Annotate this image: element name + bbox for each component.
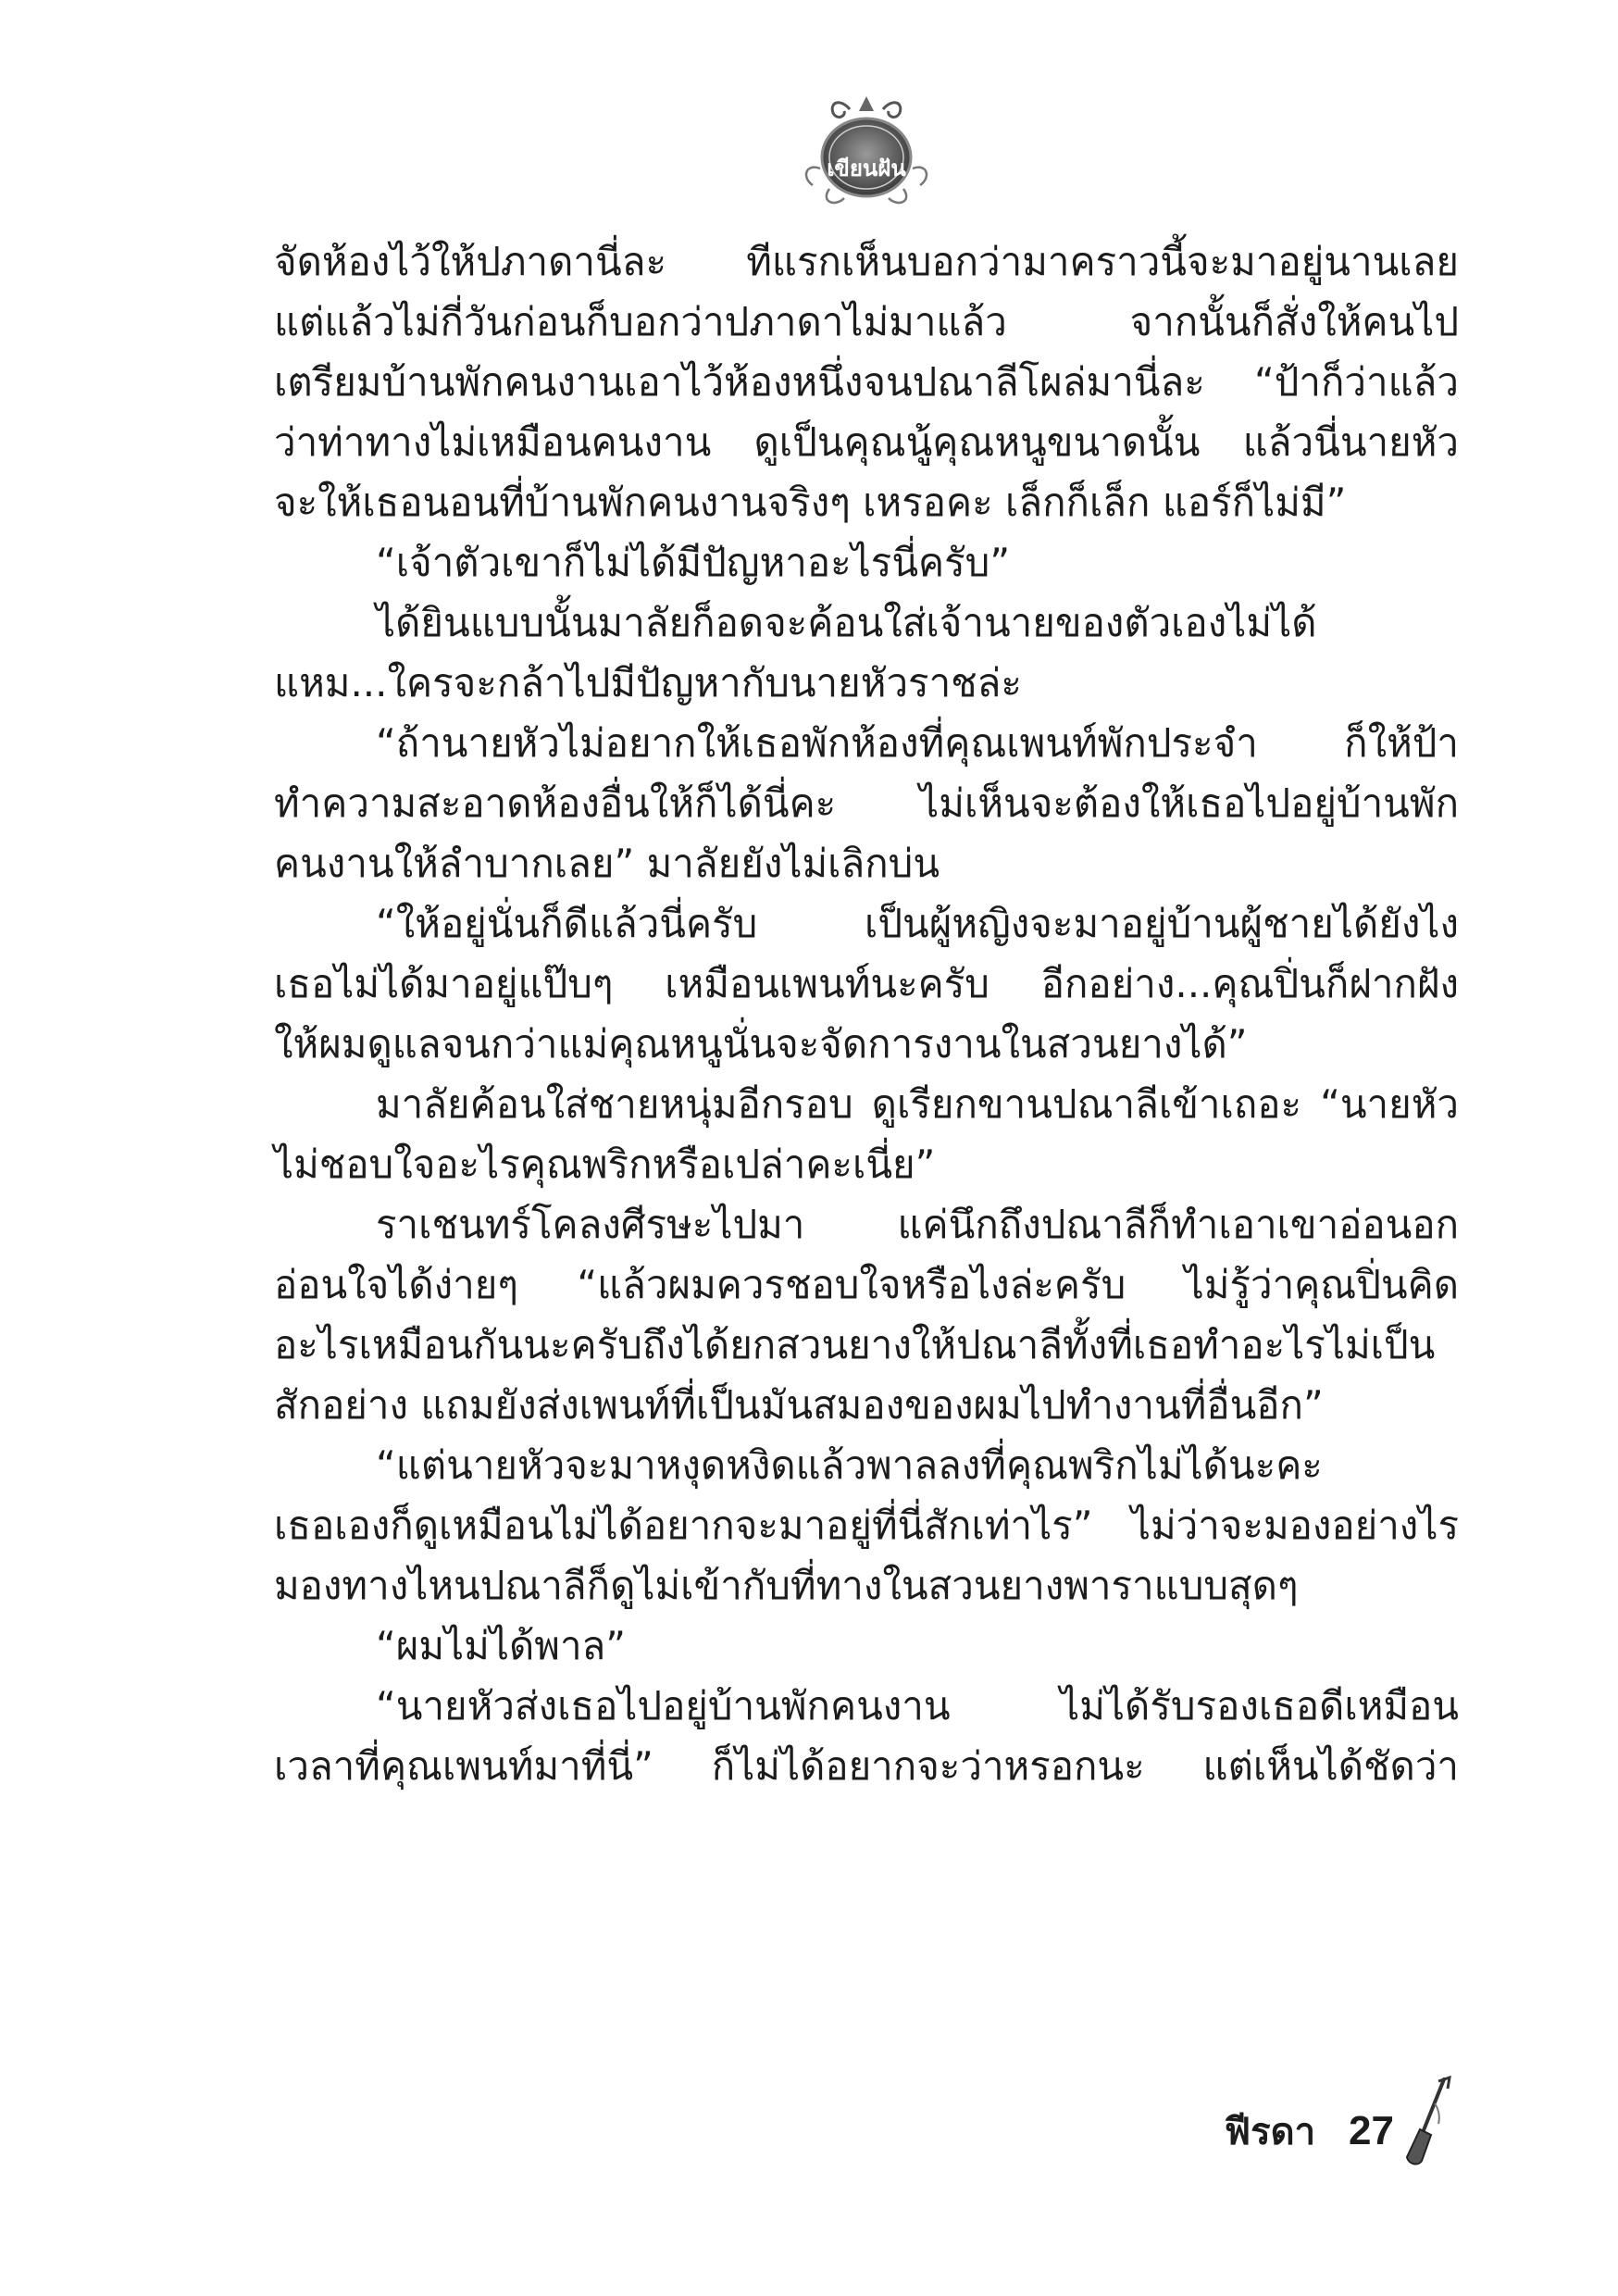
text-line: “ให้อยู่นั่นก็ดีแล้วนี่ครับ เป็นผู้หญิงจะมาอยู่บ้านผู้ชายได้ยังไง: [376, 901, 1459, 946]
text-line: อะไรเหมือนกันนะครับถึงได้ยกสวนยางให้ปณาลีทั้งที่เธอทำอะไรไม่เป็น: [274, 1322, 1436, 1367]
paragraph: [274, 1194, 1459, 1435]
text-line: “ผมไม่ได้พาล”: [376, 1623, 627, 1668]
text-line: ว่าท่าทางไม่เหมือนคนงาน ดูเป็นคุณนู้คุณหนูขนาดนั้น แล้วนี่นายหัว: [274, 419, 1459, 465]
paragraph: [274, 532, 1459, 593]
text-line: เวลาที่คุณเพนท์มาที่นี่” ก็ไม่ได้อยากจะว่าหรอกนะ แต่เห็นได้ชัดว่า: [274, 1743, 1459, 1789]
text-line: มองทางไหนปณาลีก็ดูไม่เข้ากับที่ทางในสวนยางพาราแบบสุดๆ: [274, 1563, 1299, 1608]
text-line: จัดห้องไว้ให้ปภาดานี่ละ ทีแรกเห็นบอกว่ามาคราวนี้จะมาอยู่นานเลย: [274, 239, 1459, 284]
text-line: สักอย่าง แถมยังส่งเพนท์ที่เป็นมันสมองของผมไปทำงานที่อื่นอีก”: [274, 1382, 1324, 1428]
paragraph: [274, 1616, 1459, 1676]
text-line: เตรียมบ้านพักคนงานเอาไว้ห้องหนึ่งจนปณาลีโผล่มานี่ละ “ป้าก็ว่าแล้ว: [274, 359, 1459, 405]
text-line: ไม่ชอบใจอะไรคุณพริกหรือเปล่าคะเนี่ย”: [274, 1142, 936, 1187]
text-line: ให้ผมดูแลจนกว่าแม่คุณหนูนั่นจะจัดการงานในสวนยางได้”: [274, 1021, 1248, 1067]
paragraph: [274, 713, 1459, 893]
text-line: ราเชนทร์โคลงศีรษะไปมา แค่นึกถึงปณาลีก็ทำเอาเขาอ่อนอก: [376, 1202, 1459, 1247]
text-line: “ถ้านายหัวไม่อยากให้เธอพักห้องที่คุณเพนท์พักประจำ ก็ให้ป้า: [376, 720, 1459, 766]
paragraph: [274, 1676, 1459, 1796]
text-line: แหม...ใครจะกล้าไปมีปัญหากับนายหัวราชล่ะ: [274, 660, 1022, 705]
emblem-logo-text: เขียนฝัน: [827, 155, 906, 181]
paragraph: [274, 893, 1459, 1074]
text-line: “เจ้าตัวเขาก็ไม่ได้มีปัญหาอะไรนี่ครับ”: [376, 540, 1011, 585]
text-line: คนงานให้ลำบากเลย” มาลัยยังไม่เลิกบ่น: [274, 841, 940, 886]
text-line: เธอเองก็ดูเหมือนไม่ได้อยากจะมาอยู่ที่นี่สักเท่าไร” ไม่ว่าจะมองอย่างไร: [274, 1503, 1459, 1548]
paragraph: [274, 1074, 1459, 1194]
page-number: 27: [1349, 2108, 1394, 2153]
text-line: อ่อนใจได้ง่ายๆ “แล้วผมควรชอบใจหรือไงล่ะครับ ไม่รู้ว่าคุณปิ่นคิด: [274, 1262, 1459, 1307]
page-footer: [1225, 2094, 1459, 2168]
shovel-icon: [1398, 2076, 1459, 2168]
text-line: ทำความสะอาดห้องอื่นให้ก็ได้นี่คะ ไม่เห็นจะต้องให้เธอไปอยู่บ้านพัก: [274, 780, 1459, 826]
text-line: “นายหัวส่งเธอไปอยู่บ้านพักคนงาน ไม่ได้รับรองเธอดีเหมือน: [376, 1683, 1459, 1728]
paragraph: [274, 231, 1459, 532]
emblem-icon: [792, 93, 940, 213]
footer-title: ฟีรดา: [1224, 2111, 1316, 2153]
paragraph: [274, 1435, 1459, 1616]
text-line: จะให้เธอนอนที่บ้านพักคนงานจริงๆ เหรอคะ เล็กก็เล็ก แอร์ก็ไม่มี”: [274, 480, 1347, 525]
text-line: เธอไม่ได้มาอยู่แป๊บๆ เหมือนเพนท์นะครับ อีกอย่าง...คุณปิ่นก็ฝากฝัง: [274, 961, 1459, 1006]
text-line: “แต่นายหัวจะมาหงุดหงิดแล้วพาลลงที่คุณพริกไม่ได้นะคะ: [376, 1442, 1323, 1488]
text-line: แต่แล้วไม่กี่วันก่อนก็บอกว่าปภาดาไม่มาแล้ว จากนั้นก็สั่งให้คนไป: [274, 299, 1459, 344]
text-line: ได้ยินแบบนั้นมาลัยก็อดจะค้อนใส่เจ้านายของตัวเองไม่ได้: [376, 600, 1317, 645]
paragraph: [274, 593, 1459, 713]
body-text: [274, 231, 1459, 1796]
text-line: มาลัยค้อนใส่ชายหนุ่มอีกรอบ ดูเรียกขานปณาลีเข้าเถอะ “นายหัว: [376, 1081, 1459, 1127]
